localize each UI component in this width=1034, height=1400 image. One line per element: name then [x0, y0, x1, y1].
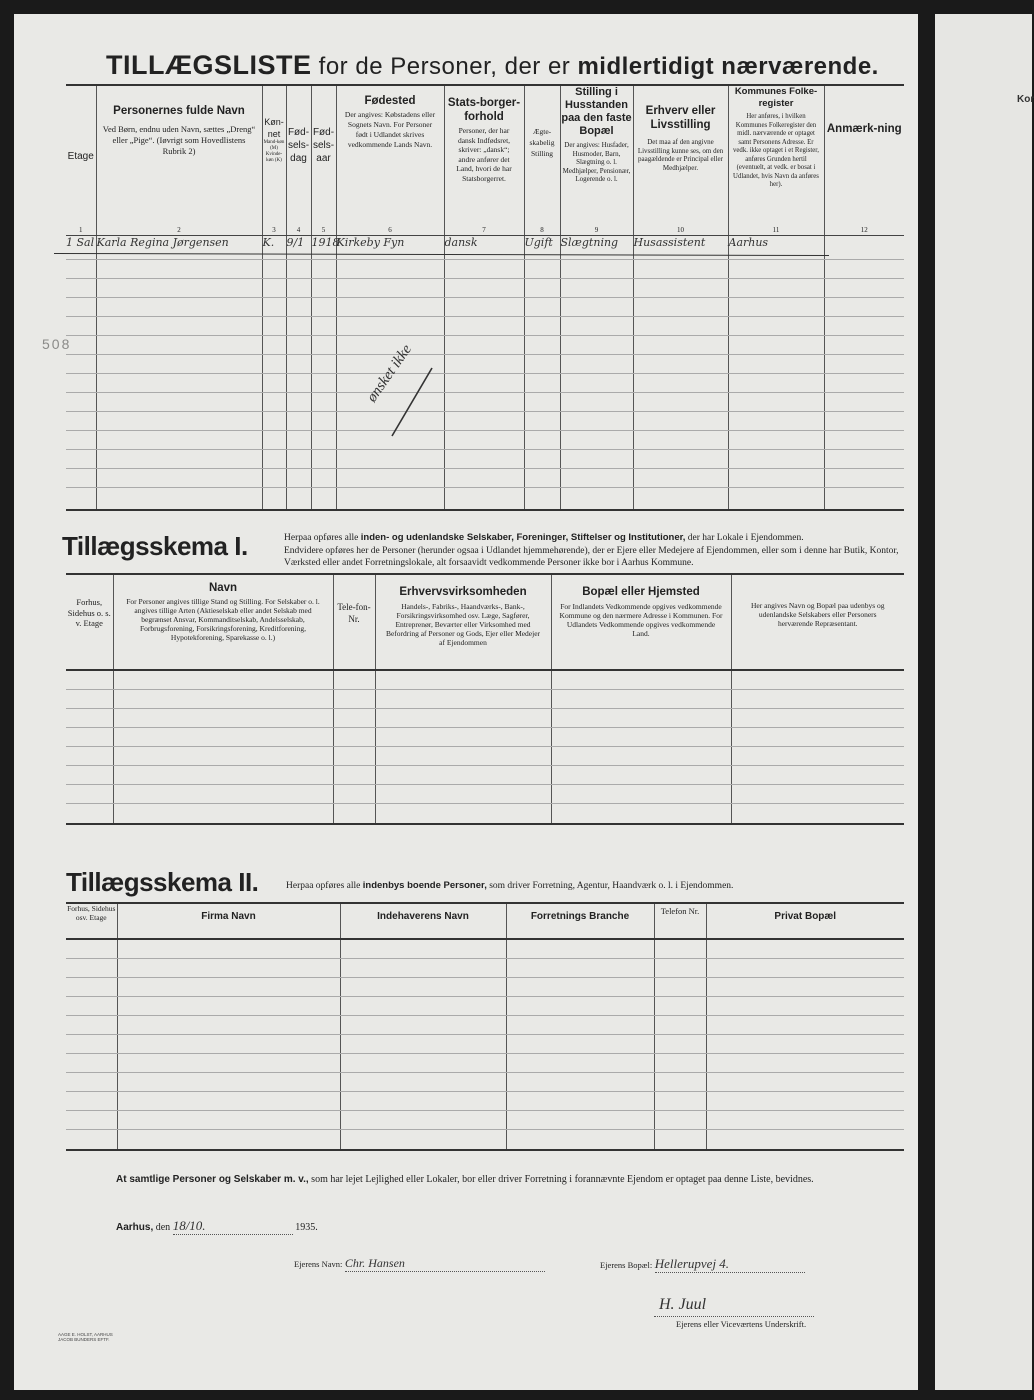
schema2-col-telefon: Telefon Nr.: [660, 906, 700, 916]
table-row: [66, 469, 904, 488]
table-row: [66, 1054, 904, 1073]
schema2-header-row: [66, 903, 904, 939]
table-row: [66, 374, 904, 393]
col-subheader-koen: Mand-køn (M) Kvinde-køn (K): [263, 140, 285, 163]
table-row-entry: [66, 236, 904, 260]
page-title: TILLÆGSLISTE for de Personer, der er midlertidigt nærværende.: [106, 50, 879, 80]
schema1-col-bopael: Bopæl eller Hjemsted: [582, 586, 700, 598]
entry-stilling: Slægtning: [560, 236, 633, 260]
table-row: [66, 804, 904, 824]
handwritten-annotation: ønsket ikke: [344, 336, 434, 436]
col-header-koen: Køn-net: [264, 117, 284, 139]
col-header-aegteskab: Ægte-skabelig Stilling: [529, 127, 555, 158]
table-row: [66, 785, 904, 804]
schema1-header-row: [66, 574, 904, 670]
list-header-row: [66, 86, 904, 226]
table-row: [66, 412, 904, 431]
stamp-number: 508: [42, 336, 72, 352]
schema1-col-etage: Forhus, Sidehus o. s. v. Etage: [67, 597, 111, 628]
owner-residence-line: Ejerens Bopæl: Hellerupvej 4.: [600, 1256, 805, 1273]
col-subheader-navn: Ved Børn, endnu uden Navn, sættes „Dreng“ eller „Pige“. (Iøvrigt som Hovedlistens Rubrik 2): [102, 124, 256, 156]
table-row: [66, 766, 904, 785]
entry-foedested: Kirkeby Fyn: [336, 236, 444, 260]
schema1-table: [66, 573, 904, 825]
schema1-col-navn-sub: For Personer angives tillige Stand og Stilling. For Selskaber o. l. angives tillige Arten (Aktieselskab eller andet Selskab med begrænset Ansvar, Kommanditselskab, Andelsselskab, Forbrugsforening, Forsikringsforening, Kreditforening, Hypotekforening, Sparekasse o. l.): [126, 597, 320, 642]
table-row: [66, 336, 904, 355]
table-row: [66, 317, 904, 336]
owner-residence: Hellerupvej 4.: [655, 1256, 805, 1273]
schema1-title: Tillægsskema I.: [62, 531, 248, 561]
col-header-erhverv: Erhverv eller Livsstilling: [645, 105, 716, 131]
entry-aegteskab: Ugift: [524, 236, 560, 260]
table-row: [66, 997, 904, 1016]
entry-foedselsaar: 1918: [311, 236, 336, 260]
schema2-col-etage: Forhus, Sidehus osv. Etage: [67, 904, 116, 922]
schema1-col-erhverv: Erhvervsvirksomheden: [399, 586, 527, 598]
schema2-description: Herpaa opføres alle indenbys boende Personer, som driver Forretning, Agentur, Haandværk o. l. i Ejendommen.: [286, 880, 734, 891]
table-row: [66, 393, 904, 412]
table-row: [66, 670, 904, 690]
column-number-row: 1 2 3 4 5 6 7 8 9 10 11 12: [66, 226, 904, 236]
entry-statsborger: dansk: [444, 236, 524, 260]
schema2-col-branche: Forretnings Branche: [530, 911, 630, 922]
table-row: [66, 450, 904, 469]
list-table: [66, 86, 904, 511]
entry-koen: K.: [262, 236, 286, 260]
table-row: [66, 279, 904, 298]
col-subheader-folkeregister: Her anføres, i hvilken Kommunes Folkeregister den midl. nærværende er optaget samt Personens Adresse. Er vedk. ikke optaget i et Register, anføres Grunden hertil (eventuelt, at vedk. er bosat i Udlandet, hvis Navn da anføres her).: [733, 113, 819, 188]
entry-navn: Karla Regina Jørgensen: [96, 236, 262, 260]
col-header-stilling: Stilling i Husstanden paa den faste Bopæl: [561, 86, 632, 137]
attestation-statement: At samtlige Personer og Selskaber m. v., som har lejet Lejlighed eller Lokaler, bor eller driver Forretning i forannævnte Ejendom er optaget paa denne Liste, bevidnes.: [116, 1174, 814, 1185]
entry-erhverv: Husassistent: [633, 236, 728, 260]
table-row: [66, 1073, 904, 1092]
owner-name: Chr. Hansen: [345, 1256, 545, 1272]
signature-line: [654, 1316, 814, 1317]
signature-label: Ejerens eller Viceværtens Underskrift.: [676, 1319, 807, 1329]
col-subheader-erhverv: Det maa af den angivne Livsstilling kunne ses, om den paagældende er Principal eller Medhjælper.: [637, 138, 724, 172]
table-row: [66, 978, 904, 997]
col-header-navn: Personernes fulde Navn: [113, 105, 245, 117]
table-row: [66, 1092, 904, 1111]
next-page-edge-text: Kor: [1017, 94, 1034, 105]
schema1-col-erhverv-sub: Handels-, Fabriks-, Haandværks-, Bank-, Forsikringsvirksomhed osv. Læge, Sagfører, Entreprenør, Beværter eller Virksomhed med Befordring af Personer og Gods, Ejer eller Medejer af Ejendommen: [385, 602, 541, 647]
col-subheader-stilling: Der angives: Husfader, Husmoder, Barn, Slægtning o. l. Medhjælper, Pensionær, Logerende o. l.: [562, 141, 631, 183]
schema1-col-bopael-sub: For Indlandets Vedkommende opgives vedkommende Kommune og den nærmere Adresse i Kommunen. For Udlandets Vedkommende opgives vedkommende Land.: [559, 602, 723, 638]
schema2-col-indehaver: Indehaverens Navn: [377, 911, 469, 922]
col-subheader-statsborger: Personer, der har dansk Indfødsret, skriver: „dansk“; andre anfører det Land, hvori de har Statsborgerret.: [456, 126, 512, 183]
col-header-statsborger: Stats-borger-forhold: [447, 97, 521, 123]
date-value: 18/10.: [173, 1218, 293, 1235]
schema2-table: [66, 902, 904, 1151]
table-row: [66, 959, 904, 978]
table-row: [66, 1016, 904, 1035]
col-header-anmaerkning: Anmærk-ning: [826, 123, 902, 135]
table-row: [66, 1035, 904, 1054]
owner-name-line: Ejerens Navn: Chr. Hansen: [294, 1256, 545, 1272]
schema2-col-firma: Firma Navn: [201, 911, 256, 922]
table-row: [66, 747, 904, 766]
schema1-description: Herpaa opføres alle inden- og udenlandske Selskaber, Foreninger, Stiftelser og Institutioner, der har Lokale i Ejendommen. Endvidere opføres her de Personer (herunder ogsaa i Udlandet hjemmehørende), der er Ejere eller Medejere af Ejendommen, eller som i denne har Butik, Kontor, Værksted eller andet Forretningslokale, alt forsaavidt vedkommende Personer ikke bor i Aarhus Kommune.: [284, 532, 899, 568]
table-row: [66, 728, 904, 747]
next-page-edge: [935, 14, 1032, 1390]
col-subheader-foedested: Der angives: Købstadens eller Sognets Navn. For Personer født i Udlandet skrives vedkommende Lands Navn.: [344, 110, 436, 149]
col-header-folkeregister: Kommunes Folke-register: [734, 86, 818, 109]
col-header-foedested: Fødested: [364, 95, 416, 107]
table-row: [66, 939, 904, 959]
table-row: [66, 431, 904, 450]
signature: H. Juul: [659, 1296, 707, 1313]
schema1-col-telefon: Tele-fon-Nr.: [337, 602, 371, 624]
table-row: [66, 709, 904, 728]
col-header-foedselsaar: Fød-sels-aar: [312, 127, 335, 164]
schema2-title: Tillægsskema II.: [66, 867, 259, 897]
col-header-etage: Etage: [67, 150, 94, 162]
table-row: [66, 298, 904, 317]
col-header-foedselsdag: Fød-sels-dag: [287, 127, 310, 164]
entry-foedselsdag: 9/1: [286, 236, 311, 260]
table-row: [66, 488, 904, 510]
table-row: [66, 1130, 904, 1150]
schema1-col-navn: Navn: [208, 582, 238, 594]
table-row: [66, 260, 904, 279]
form-page: [14, 14, 918, 1390]
schema2-col-bopael: Privat Bopæl: [774, 911, 837, 922]
table-row: [66, 1111, 904, 1130]
date-line: Aarhus, den 18/10. 1935.: [116, 1218, 318, 1233]
table-row: [66, 690, 904, 709]
printer-imprint: AAGE E. HOLST, AARHUS JACOB BUNDERS EFTF.: [58, 1332, 113, 1342]
annotation-stroke: [344, 336, 434, 446]
table-row: [66, 355, 904, 374]
entry-etage: 1 Sal: [66, 236, 96, 260]
entry-folkeregister: Aarhus: [728, 236, 824, 260]
schema1-col-repraesentant: Her angives Navn og Bopæl paa udenbys og udenlandske Selskabers eller Personers herværende Repræsentant.: [750, 601, 885, 628]
